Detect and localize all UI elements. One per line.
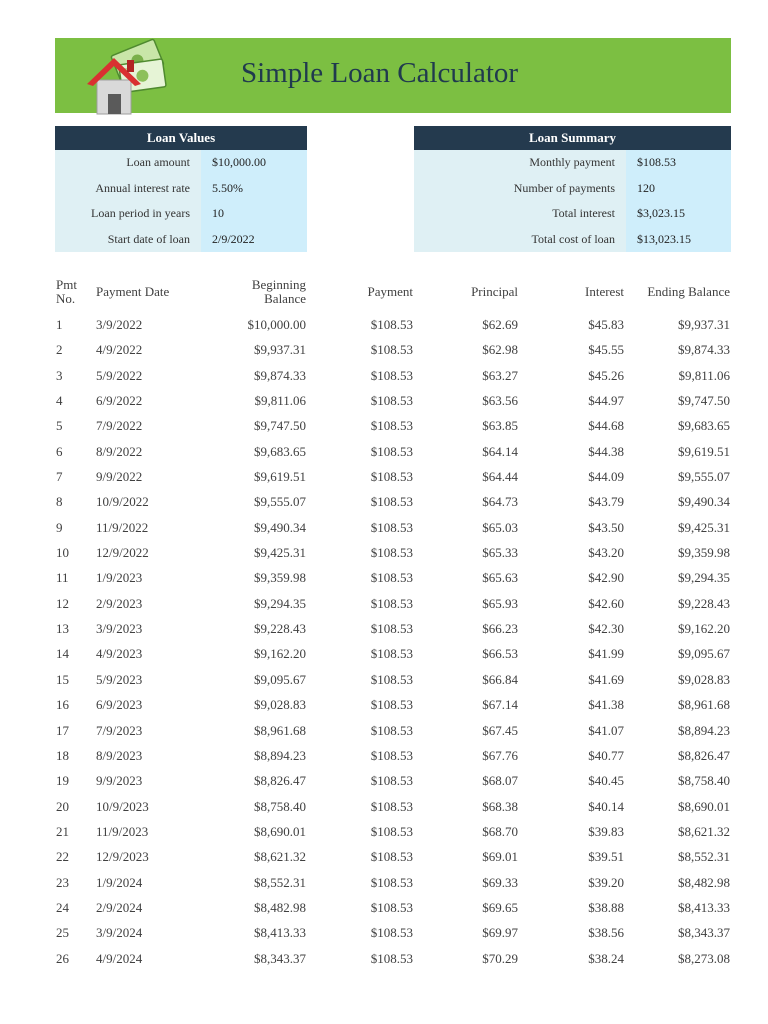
payment-date-cell: 3/9/2023 xyxy=(96,621,143,637)
beginning-balance-cell: $10,000.00 xyxy=(247,317,306,332)
beginning-balance-cell: $9,619.51 xyxy=(254,469,306,485)
principal-cell: $66.84 xyxy=(482,671,518,687)
pmt-no-cell: 25 xyxy=(56,925,69,941)
ending-balance-cell: $9,874.33 xyxy=(678,342,730,358)
principal-cell: $67.76 xyxy=(482,747,518,763)
principal-cell: $68.38 xyxy=(482,798,518,814)
interest-cell: $41.38 xyxy=(588,697,624,713)
ending-balance-cell: $8,961.68 xyxy=(678,697,730,713)
beginning-balance-cell: $9,555.07 xyxy=(254,494,306,510)
payment-date-cell: 11/9/2022 xyxy=(96,519,149,535)
header-payment-date: Payment Date xyxy=(96,284,170,299)
payment-schedule-table xyxy=(55,274,733,971)
interest-cell: $43.79 xyxy=(588,494,624,510)
beginning-balance-cell: $8,758.40 xyxy=(254,798,306,814)
table-row xyxy=(55,768,733,793)
table-header xyxy=(55,274,733,312)
payment-cell: $108.53 xyxy=(370,393,413,409)
ending-balance-cell: $8,621.32 xyxy=(678,823,730,839)
ending-balance-cell: $9,490.34 xyxy=(678,494,730,510)
loan-period-field[interactable]: 10 xyxy=(201,201,307,227)
payment-date-cell: 6/9/2023 xyxy=(96,697,143,713)
payment-cell: $108.53 xyxy=(370,722,413,738)
payment-cell: $108.53 xyxy=(370,925,413,941)
payment-cell: $108.53 xyxy=(370,342,413,358)
ending-balance-cell: $9,028.83 xyxy=(678,671,730,687)
table-row xyxy=(55,819,733,844)
pmt-no-cell: 4 xyxy=(56,393,63,409)
pmt-no-cell: 5 xyxy=(56,418,63,434)
principal-cell: $70.29 xyxy=(482,950,518,966)
principal-cell: $68.07 xyxy=(482,773,518,789)
table-row xyxy=(55,667,733,692)
ending-balance-cell: $8,343.37 xyxy=(678,925,730,941)
pmt-no-cell: 15 xyxy=(56,671,69,687)
interest-cell: $40.77 xyxy=(588,747,624,763)
interest-cell: $43.50 xyxy=(588,519,624,535)
ending-balance-cell: $8,894.23 xyxy=(678,722,730,738)
monthly-payment-row xyxy=(414,150,731,176)
total-cost-label: Total cost of loan xyxy=(414,227,626,253)
payment-cell: $108.53 xyxy=(370,621,413,637)
beginning-balance-cell: $8,826.47 xyxy=(254,773,306,789)
principal-cell: $67.45 xyxy=(482,722,518,738)
loan-summary-panel xyxy=(414,126,731,252)
pmt-no-cell: 6 xyxy=(56,443,63,459)
payment-date-cell: 9/9/2023 xyxy=(96,773,143,789)
principal-cell: $69.33 xyxy=(482,874,518,890)
interest-cell: $41.69 xyxy=(588,671,624,687)
beginning-balance-cell: $8,552.31 xyxy=(254,874,306,890)
header-pmt-no-line2: No. xyxy=(56,291,76,306)
pmt-no-cell: 21 xyxy=(56,823,69,839)
header-beginning-line2: Balance xyxy=(264,291,306,306)
ending-balance-cell: $9,937.31 xyxy=(678,317,730,332)
table-row xyxy=(55,641,733,666)
payment-date-cell: 7/9/2022 xyxy=(96,418,143,434)
beginning-balance-cell: $9,359.98 xyxy=(254,570,306,586)
interest-cell: $38.24 xyxy=(588,950,624,966)
interest-cell: $42.30 xyxy=(588,621,624,637)
table-row xyxy=(55,844,733,869)
principal-cell: $65.93 xyxy=(482,595,518,611)
ending-balance-cell: $9,162.20 xyxy=(678,621,730,637)
number-of-payments-value: 120 xyxy=(626,176,731,202)
ending-balance-cell: $9,294.35 xyxy=(678,570,730,586)
beginning-balance-cell: $8,894.23 xyxy=(254,747,306,763)
header-ending-balance: Ending Balance xyxy=(647,284,730,299)
number-of-payments-label: Number of payments xyxy=(414,176,626,202)
total-interest-row xyxy=(414,201,731,227)
interest-cell: $44.97 xyxy=(588,393,624,409)
interest-cell: $41.99 xyxy=(588,646,624,662)
interest-cell: $38.56 xyxy=(588,925,624,941)
interest-cell: $38.88 xyxy=(588,899,624,915)
table-row xyxy=(55,794,733,819)
payment-date-cell: 11/9/2023 xyxy=(96,823,149,839)
interest-cell: $45.26 xyxy=(588,367,624,383)
table-row xyxy=(55,337,733,362)
ending-balance-cell: $9,747.50 xyxy=(678,393,730,409)
loan-summary-header: Loan Summary xyxy=(414,126,731,150)
ending-balance-cell: $9,619.51 xyxy=(678,443,730,459)
header-principal: Principal xyxy=(471,284,518,299)
payment-cell: $108.53 xyxy=(370,418,413,434)
payment-cell: $108.53 xyxy=(370,773,413,789)
loan-values-header: Loan Values xyxy=(55,126,307,150)
payment-cell: $108.53 xyxy=(370,443,413,459)
beginning-balance-cell: $9,228.43 xyxy=(254,621,306,637)
beginning-balance-cell: $8,621.32 xyxy=(254,849,306,865)
pmt-no-cell: 17 xyxy=(56,722,69,738)
principal-cell: $63.27 xyxy=(482,367,518,383)
pmt-no-cell: 19 xyxy=(56,773,69,789)
house-with-money-icon xyxy=(83,36,167,116)
interest-rate-field[interactable]: 5.50% xyxy=(201,176,307,202)
payment-cell: $108.53 xyxy=(370,899,413,915)
beginning-balance-cell: $9,874.33 xyxy=(254,367,306,383)
interest-cell: $45.55 xyxy=(588,342,624,358)
total-interest-label: Total interest xyxy=(414,201,626,227)
payment-date-cell: 1/9/2024 xyxy=(96,874,143,890)
principal-cell: $69.01 xyxy=(482,849,518,865)
payment-cell: $108.53 xyxy=(370,595,413,611)
header-pmt-no-line1: Pmt xyxy=(56,277,77,292)
interest-cell: $44.68 xyxy=(588,418,624,434)
payment-cell: $108.53 xyxy=(370,317,413,332)
loan-amount-field[interactable]: $10,000.00 xyxy=(201,150,307,176)
payment-date-cell: 10/9/2023 xyxy=(96,798,149,814)
beginning-balance-cell: $8,413.33 xyxy=(254,925,306,941)
pmt-no-cell: 2 xyxy=(56,342,63,358)
interest-cell: $39.51 xyxy=(588,849,624,865)
interest-cell: $42.90 xyxy=(588,570,624,586)
interest-cell: $44.09 xyxy=(588,469,624,485)
ending-balance-cell: $9,811.06 xyxy=(678,367,730,383)
header-beginning-line1: Beginning xyxy=(251,277,306,292)
pmt-no-cell: 13 xyxy=(56,621,69,637)
payment-cell: $108.53 xyxy=(370,494,413,510)
beginning-balance-cell: $8,343.37 xyxy=(254,950,306,966)
pmt-no-cell: 8 xyxy=(56,494,63,510)
payment-cell: $108.53 xyxy=(370,747,413,763)
start-date-row xyxy=(55,227,307,253)
page-title: Simple Loan Calculator xyxy=(241,57,519,89)
pmt-no-cell: 23 xyxy=(56,874,69,890)
total-cost-row xyxy=(414,227,731,253)
table-row xyxy=(55,489,733,514)
table-row xyxy=(55,312,733,337)
header-interest: Interest xyxy=(585,284,624,299)
table-row xyxy=(55,946,733,971)
table-row xyxy=(55,439,733,464)
payment-cell: $108.53 xyxy=(370,823,413,839)
pmt-no-cell: 3 xyxy=(56,367,63,383)
payment-date-cell: 2/9/2023 xyxy=(96,595,143,611)
beginning-balance-cell: $9,747.50 xyxy=(254,418,306,434)
table-row xyxy=(55,743,733,768)
principal-cell: $68.70 xyxy=(482,823,518,839)
table-row xyxy=(55,413,733,438)
payment-cell: $108.53 xyxy=(370,697,413,713)
payment-date-cell: 8/9/2023 xyxy=(96,747,143,763)
beginning-balance-cell: $9,490.34 xyxy=(254,519,306,535)
payment-cell: $108.53 xyxy=(370,545,413,561)
loan-period-label: Loan period in years xyxy=(55,201,201,227)
payment-cell: $108.53 xyxy=(370,849,413,865)
pmt-no-cell: 20 xyxy=(56,798,69,814)
payment-date-cell: 12/9/2022 xyxy=(96,545,149,561)
table-row xyxy=(55,718,733,743)
payment-cell: $108.53 xyxy=(370,367,413,383)
ending-balance-cell: $8,413.33 xyxy=(678,899,730,915)
pmt-no-cell: 10 xyxy=(56,545,69,561)
pmt-no-cell: 9 xyxy=(56,519,63,535)
payment-cell: $108.53 xyxy=(370,646,413,662)
pmt-no-cell: 22 xyxy=(56,849,69,865)
interest-cell: $39.20 xyxy=(588,874,624,890)
table-row xyxy=(55,540,733,565)
payment-date-cell: 9/9/2022 xyxy=(96,469,143,485)
payment-date-cell: 5/9/2023 xyxy=(96,671,143,687)
table-row xyxy=(55,515,733,540)
total-cost-value: $13,023.15 xyxy=(626,227,731,253)
payment-cell: $108.53 xyxy=(370,570,413,586)
interest-cell: $39.83 xyxy=(588,823,624,839)
table-body xyxy=(55,312,733,971)
interest-cell: $40.45 xyxy=(588,773,624,789)
beginning-balance-cell: $9,095.67 xyxy=(254,671,306,687)
interest-cell: $42.60 xyxy=(588,595,624,611)
payment-date-cell: 3/9/2024 xyxy=(96,925,143,941)
principal-cell: $63.85 xyxy=(482,418,518,434)
payment-date-cell: 12/9/2023 xyxy=(96,849,149,865)
ending-balance-cell: $8,758.40 xyxy=(678,773,730,789)
beginning-balance-cell: $9,811.06 xyxy=(254,393,306,409)
principal-cell: $69.97 xyxy=(482,925,518,941)
number-of-payments-row xyxy=(414,176,731,202)
ending-balance-cell: $8,273.08 xyxy=(678,950,730,966)
pmt-no-cell: 14 xyxy=(56,646,69,662)
pmt-no-cell: 16 xyxy=(56,697,69,713)
payment-date-cell: 10/9/2022 xyxy=(96,494,149,510)
principal-cell: $62.69 xyxy=(482,317,518,332)
payment-date-cell: 4/9/2023 xyxy=(96,646,143,662)
loan-values-panel xyxy=(55,126,307,252)
payment-date-cell: 4/9/2022 xyxy=(96,342,143,358)
table-row xyxy=(55,616,733,641)
pmt-no-cell: 7 xyxy=(56,469,63,485)
ending-balance-cell: $8,690.01 xyxy=(678,798,730,814)
beginning-balance-cell: $9,162.20 xyxy=(254,646,306,662)
pmt-no-cell: 12 xyxy=(56,595,69,611)
pmt-no-cell: 18 xyxy=(56,747,69,763)
table-row xyxy=(55,565,733,590)
ending-balance-cell: $9,555.07 xyxy=(678,469,730,485)
ending-balance-cell: $9,228.43 xyxy=(678,595,730,611)
principal-cell: $65.33 xyxy=(482,545,518,561)
ending-balance-cell: $9,683.65 xyxy=(678,418,730,434)
interest-rate-row xyxy=(55,176,307,202)
ending-balance-cell: $8,826.47 xyxy=(678,747,730,763)
table-row xyxy=(55,920,733,945)
payment-date-cell: 7/9/2023 xyxy=(96,722,143,738)
ending-balance-cell: $9,425.31 xyxy=(678,519,730,535)
header-payment: Payment xyxy=(367,284,413,299)
principal-cell: $65.03 xyxy=(482,519,518,535)
total-interest-value: $3,023.15 xyxy=(626,201,731,227)
table-row xyxy=(55,464,733,489)
payment-cell: $108.53 xyxy=(370,874,413,890)
beginning-balance-cell: $9,683.65 xyxy=(254,443,306,459)
beginning-balance-cell: $9,425.31 xyxy=(254,545,306,561)
payment-date-cell: 3/9/2022 xyxy=(96,317,143,332)
table-row xyxy=(55,363,733,388)
payment-date-cell: 6/9/2022 xyxy=(96,393,143,409)
payment-date-cell: 2/9/2024 xyxy=(96,899,143,915)
payment-date-cell: 4/9/2024 xyxy=(96,950,143,966)
ending-balance-cell: $8,482.98 xyxy=(678,874,730,890)
ending-balance-cell: $9,359.98 xyxy=(678,545,730,561)
payment-cell: $108.53 xyxy=(370,671,413,687)
principal-cell: $64.14 xyxy=(482,443,518,459)
principal-cell: $65.63 xyxy=(482,570,518,586)
beginning-balance-cell: $9,294.35 xyxy=(254,595,306,611)
beginning-balance-cell: $9,937.31 xyxy=(254,342,306,358)
beginning-balance-cell: $8,690.01 xyxy=(254,823,306,839)
beginning-balance-cell: $9,028.83 xyxy=(254,697,306,713)
interest-cell: $41.07 xyxy=(588,722,624,738)
ending-balance-cell: $8,552.31 xyxy=(678,849,730,865)
table-row xyxy=(55,591,733,616)
principal-cell: $67.14 xyxy=(482,697,518,713)
beginning-balance-cell: $8,482.98 xyxy=(254,899,306,915)
payment-date-cell: 5/9/2022 xyxy=(96,367,143,383)
payment-cell: $108.53 xyxy=(370,950,413,966)
interest-rate-label: Annual interest rate xyxy=(55,176,201,202)
payment-cell: $108.53 xyxy=(370,469,413,485)
principal-cell: $66.53 xyxy=(482,646,518,662)
loan-period-row xyxy=(55,201,307,227)
interest-cell: $45.83 xyxy=(588,317,624,332)
monthly-payment-value: $108.53 xyxy=(626,150,731,176)
principal-cell: $63.56 xyxy=(482,393,518,409)
start-date-field[interactable]: 2/9/2022 xyxy=(201,227,307,253)
table-row xyxy=(55,895,733,920)
title-banner xyxy=(55,38,731,113)
principal-cell: $64.44 xyxy=(482,469,518,485)
principal-cell: $62.98 xyxy=(482,342,518,358)
pmt-no-cell: 26 xyxy=(56,950,69,966)
table-row xyxy=(55,870,733,895)
loan-amount-label: Loan amount xyxy=(55,150,201,176)
interest-cell: $40.14 xyxy=(588,798,624,814)
interest-cell: $44.38 xyxy=(588,443,624,459)
principal-cell: $64.73 xyxy=(482,494,518,510)
pmt-no-cell: 1 xyxy=(56,317,63,332)
payment-cell: $108.53 xyxy=(370,519,413,535)
ending-balance-cell: $9,095.67 xyxy=(678,646,730,662)
pmt-no-cell: 24 xyxy=(56,899,69,915)
pmt-no-cell: 11 xyxy=(56,570,69,586)
principal-cell: $66.23 xyxy=(482,621,518,637)
payment-cell: $108.53 xyxy=(370,798,413,814)
monthly-payment-label: Monthly payment xyxy=(414,150,626,176)
start-date-label: Start date of loan xyxy=(55,227,201,253)
principal-cell: $69.65 xyxy=(482,899,518,915)
loan-amount-row xyxy=(55,150,307,176)
table-row xyxy=(55,388,733,413)
interest-cell: $43.20 xyxy=(588,545,624,561)
payment-date-cell: 8/9/2022 xyxy=(96,443,143,459)
payment-date-cell: 1/9/2023 xyxy=(96,570,143,586)
table-row xyxy=(55,692,733,717)
beginning-balance-cell: $8,961.68 xyxy=(254,722,306,738)
